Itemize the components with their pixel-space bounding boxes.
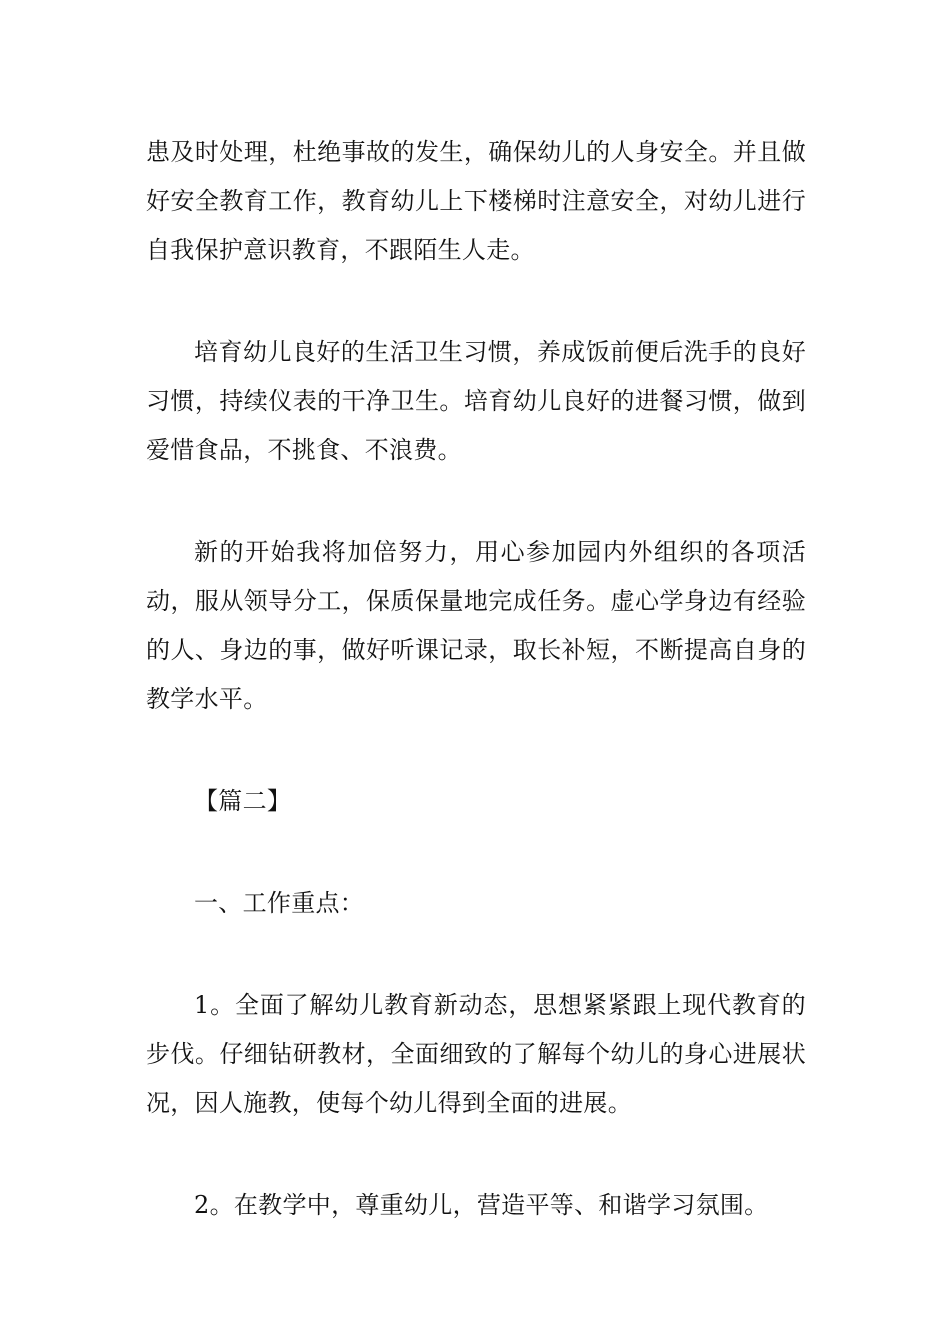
subheading-work-focus: 一、工作重点： (194, 889, 365, 917)
section-heading-part-two: 【篇二】 (194, 787, 292, 815)
paragraph-safety: 患及时处理，杜绝事故的发生，确保幼儿的人身安全。并且做好安全教育工作，教育幼儿上下楼梯时注意安全，对幼儿进行自我保护意识教育，不跟陌生人走。 (146, 138, 806, 264)
paragraph-hygiene: 培育幼儿良好的生活卫生习惯，养成饭前便后洗手的良好习惯，持续仪表的干净卫生。培育幼儿良好的进餐习惯，做到爱惜食品，不挑食、不浪费。 (146, 338, 806, 464)
paragraph-new-start: 新的开始我将加倍努力，用心参加园内外组织的各项活动，服从领导分工，保质保量地完成任务。虚心学身边有经验的人、身边的事，做好听课记录，取长补短，不断提高自身的教学水平。 (146, 538, 806, 713)
list-item-1: 1。全面了解幼儿教育新动态，思想紧紧跟上现代教育的步伐。仔细钻研教材，全面细致的了解每个幼儿的身心进展状况，因人施教，使每个幼儿得到全面的进展。 (146, 991, 806, 1117)
list-item-2: 2。在教学中，尊重幼儿，营造平等、和谐学习氛围。 (194, 1191, 769, 1219)
document-body (146, 128, 806, 1230)
